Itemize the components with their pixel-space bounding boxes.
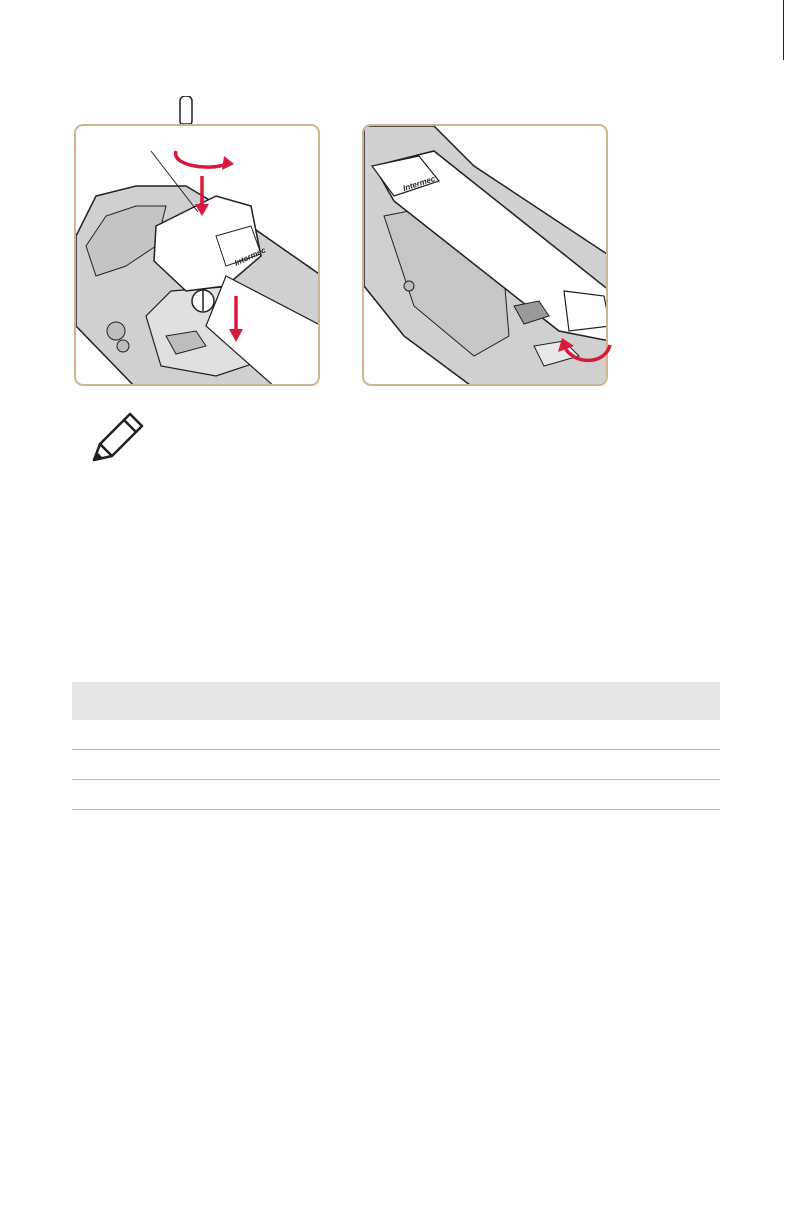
info-table bbox=[72, 682, 720, 810]
table-row bbox=[72, 750, 720, 780]
table-cell bbox=[72, 720, 396, 750]
curved-arrow-icon bbox=[540, 300, 620, 370]
device-back-illustration bbox=[76, 126, 320, 386]
table-header-cell bbox=[396, 682, 720, 720]
brand-label: Intermec bbox=[233, 245, 268, 268]
table-header-row bbox=[72, 682, 720, 720]
table-row bbox=[72, 780, 720, 810]
table-cell bbox=[396, 750, 720, 780]
pencil-icon bbox=[90, 410, 146, 464]
table-cell bbox=[72, 780, 396, 810]
table-cell bbox=[396, 780, 720, 810]
table-cell bbox=[396, 720, 720, 750]
table-cell bbox=[72, 750, 396, 780]
table-header-cell bbox=[72, 682, 396, 720]
figure-remove-strap-screw bbox=[74, 124, 320, 386]
page-margin-rule bbox=[783, 0, 784, 60]
brand-label: Intermec bbox=[401, 174, 437, 193]
rotate-arrow-icon bbox=[176, 151, 226, 167]
table-row bbox=[72, 720, 720, 750]
